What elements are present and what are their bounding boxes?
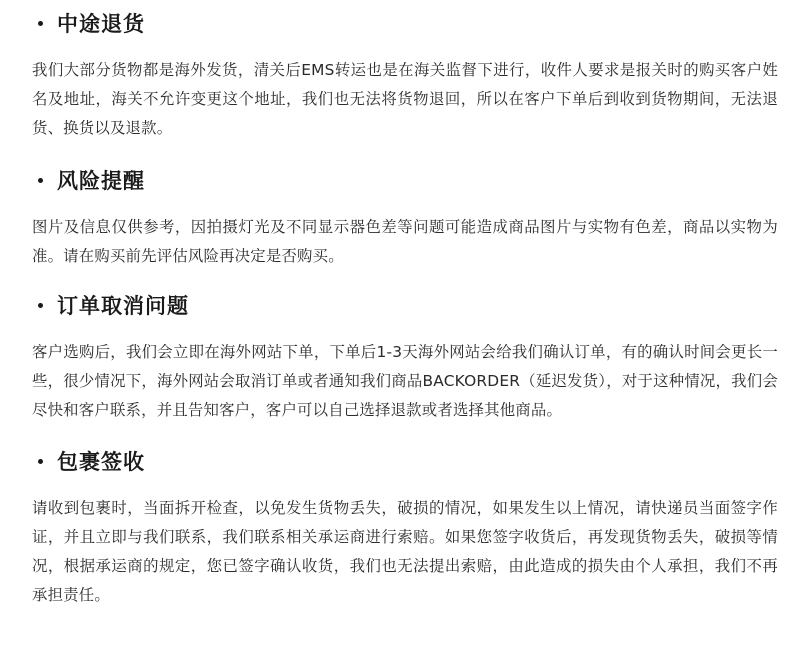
section-heading <box>32 8 778 38</box>
section-body: 我们大部分货物都是海外发货，清关后EMS转运也是在海关监督下进行，收件人要求是报关时的购买客户姓名及地址，海关不允许变更这个地址，我们也无法将货物退回，所以在客户下单后到收到货物期间，无法退货、换货以及退款。 <box>32 61 778 137</box>
section-order-cancellation <box>32 290 778 425</box>
bullet-dot-icon <box>38 303 43 308</box>
section-return-midway <box>32 8 778 143</box>
section-package-signing <box>32 446 778 610</box>
section-heading <box>32 290 778 320</box>
section-risk-reminder <box>32 165 778 271</box>
section-title: 风险提醒 <box>57 169 145 193</box>
bullet-dot-icon <box>38 21 43 26</box>
section-title: 包裹签收 <box>57 450 145 474</box>
section-heading <box>32 165 778 195</box>
bullet-dot-icon <box>38 178 43 183</box>
section-body: 图片及信息仅供参考，因拍摄灯光及不同显示器色差等问题可能造成商品图片与实物有色差，商品以实物为准。请在购买前先评估风险再决定是否购买。 <box>32 218 778 265</box>
section-heading <box>32 446 778 476</box>
section-title: 中途退货 <box>57 12 145 36</box>
section-body: 请收到包裹时，当面拆开检查，以免发生货物丢失，破损的情况，如果发生以上情况，请快递员当面签字作证，并且立即与我们联系，我们联系相关承运商进行索赔。如果您签字收货后，再发现货物丢失，破损等情况，根据承运商的规定，您已签字确认收货，我们也无法提出索赔，由此造成的损失由个人承担，我们不再承担责任。 <box>32 499 778 604</box>
section-body: 客户选购后，我们会立即在海外网站下单，下单后1-3天海外网站会给我们确认订单，有的确认时间会更长一些，很少情况下，海外网站会取消订单或者通知我们商品BACKORDER（延迟发货），对于这种情况，我们会尽快和客户联系，并且告知客户，客户可以自己选择退款或者选择其他商品。 <box>32 343 778 419</box>
section-title: 订单取消问题 <box>57 294 189 318</box>
bullet-dot-icon <box>38 459 43 464</box>
